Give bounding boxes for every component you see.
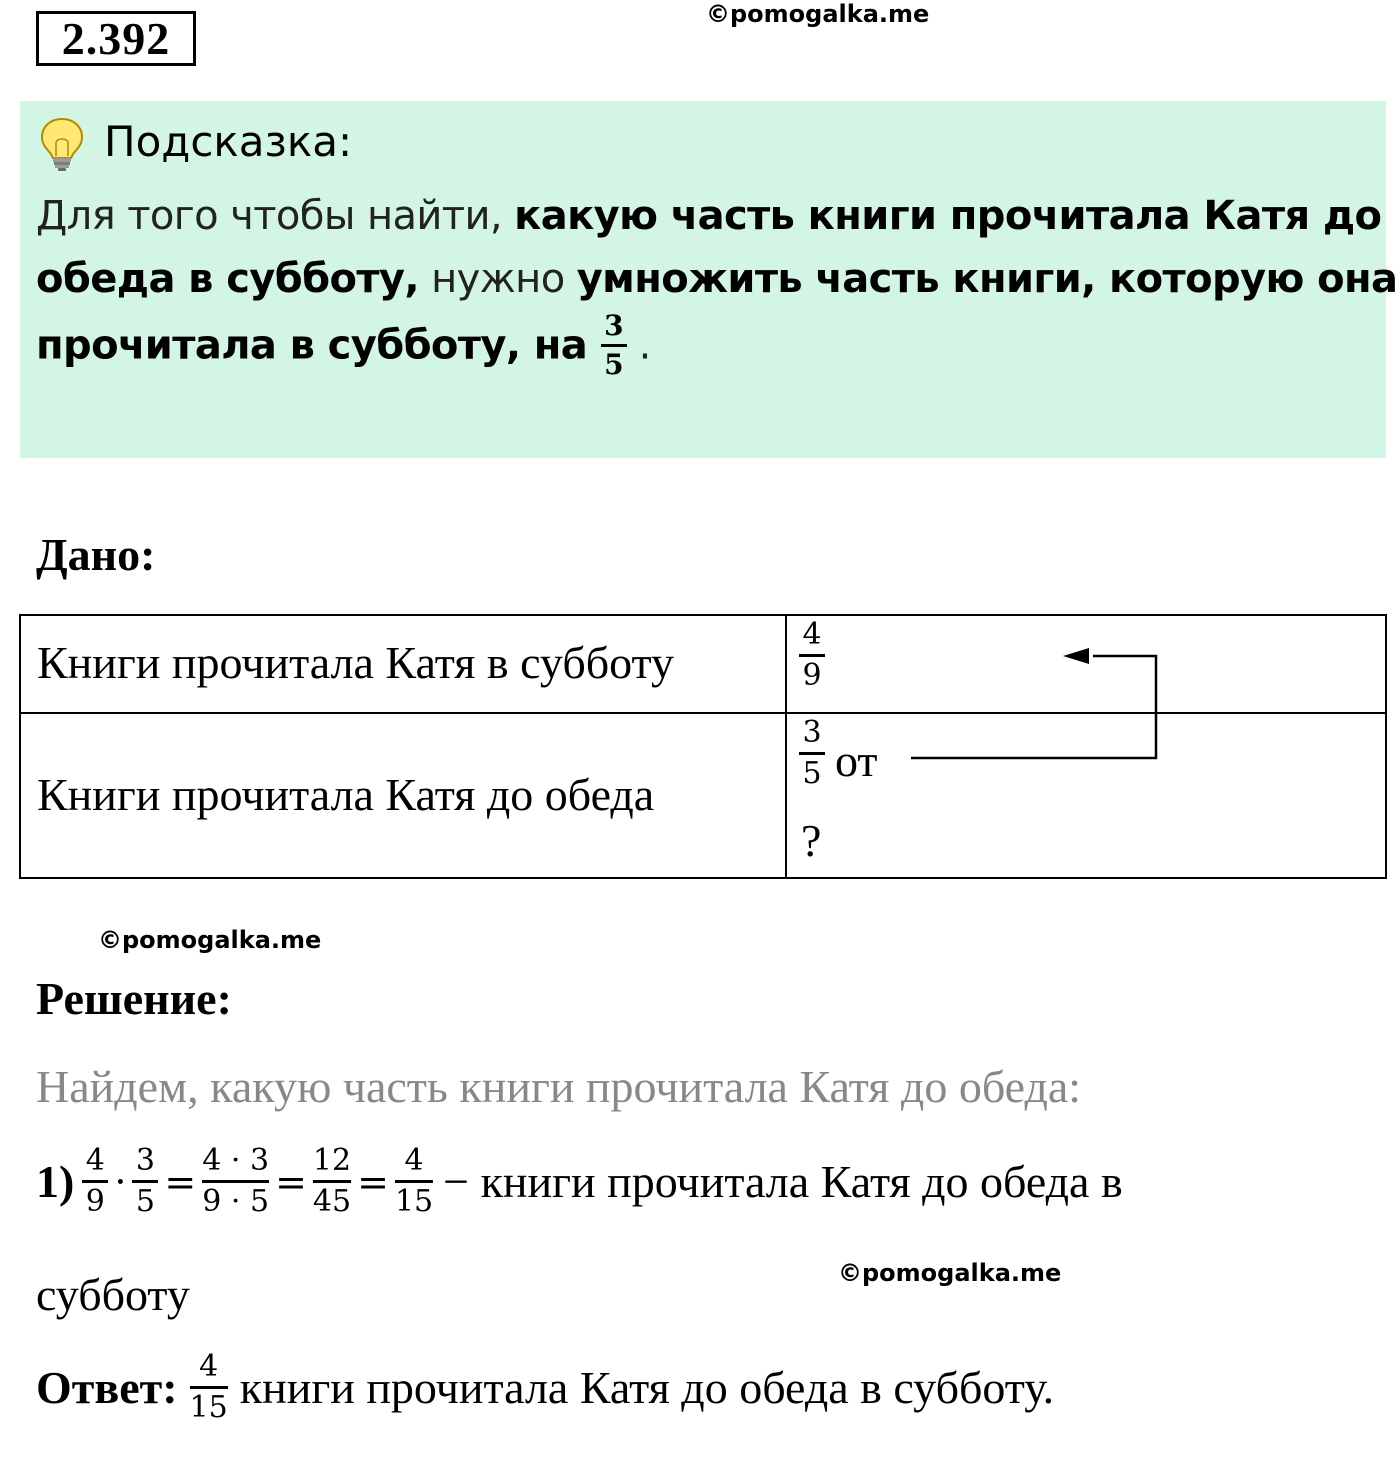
step-number: 1) [36, 1156, 75, 1207]
hint-line-1 [36, 188, 1381, 244]
given-table [19, 614, 1387, 879]
fraction-numerator: 4 [404, 1143, 424, 1178]
fraction-denominator: 45 [312, 1184, 352, 1219]
step-fraction [132, 1143, 158, 1219]
answer-line [36, 1349, 1055, 1448]
step-fraction [82, 1143, 108, 1219]
given-fraction [799, 617, 825, 693]
fraction-denominator: 15 [189, 1390, 228, 1425]
hint-text: . [626, 322, 651, 369]
table-row-label: Книги прочитала Катя в субботу [37, 637, 675, 688]
equals-sign: = [275, 1159, 307, 1204]
hint-text: Для того чтобы найти, [36, 193, 515, 239]
fraction-denominator: 5 [802, 756, 822, 791]
hint-text: нужно [418, 256, 577, 302]
fraction-numerator: 4 · 3 [202, 1143, 270, 1178]
fraction-denominator: 5 [604, 348, 623, 381]
step-text-continued: субботу [36, 1269, 190, 1320]
given-heading: Дано: [36, 529, 156, 580]
solution-step-1 [36, 1143, 1123, 1242]
fraction-numerator: 3 [802, 715, 822, 750]
table-row-label: Книги прочитала Катя до обеда [37, 769, 655, 820]
watermark: ©pomogalka.me [98, 926, 322, 954]
hint-title [38, 112, 352, 172]
fraction-numerator: 3 [604, 309, 623, 342]
fraction-denominator: 15 [394, 1184, 434, 1219]
task-number: 2.392 [36, 11, 196, 66]
answer-label: Ответ: [36, 1362, 178, 1413]
fraction-numerator: 4 [85, 1143, 105, 1178]
given-suffix: от [835, 735, 878, 786]
hint-title-text: Подсказка: [104, 117, 353, 166]
hint-text-bold: умножить часть книги, которую она [576, 256, 1398, 302]
multiply-sign: · [114, 1159, 127, 1204]
fraction-bar [190, 1386, 228, 1389]
equals-sign: = [357, 1159, 389, 1204]
fraction-bar [82, 1180, 108, 1183]
hint-text-bold: обеда в субботу, [36, 256, 419, 302]
fraction-bar [601, 344, 627, 347]
fraction-numerator: 12 [312, 1143, 352, 1178]
hint-line-2 [36, 251, 1397, 307]
step-fraction [394, 1143, 434, 1219]
fraction-numerator: 3 [135, 1143, 155, 1178]
fraction-bar [202, 1180, 269, 1183]
fraction-bar [799, 654, 825, 657]
relation-arrow [881, 636, 1201, 766]
fraction-bar [132, 1180, 158, 1183]
step-text: − книги прочитала Катя до обеда в [443, 1156, 1123, 1207]
equals-sign: = [164, 1159, 197, 1204]
step-fraction [202, 1143, 270, 1219]
answer-fraction [189, 1349, 228, 1425]
fraction-denominator: 9 [85, 1184, 105, 1219]
answer-text: книги прочитала Катя до обеда в субботу. [239, 1362, 1055, 1413]
fraction-denominator: 9 · 5 [202, 1184, 270, 1219]
hint-text-bold: прочитала в субботу, на [36, 322, 601, 369]
watermark: ©pomogalka.me [706, 0, 930, 28]
fraction-denominator: 9 [802, 658, 822, 693]
fraction-bar [313, 1180, 351, 1183]
hint-line-3 [36, 309, 651, 402]
given-fraction [799, 715, 825, 791]
hint-text-bold: какую часть книги прочитала Катя до [514, 193, 1382, 239]
step-fraction [312, 1143, 352, 1219]
fraction-bar [395, 1180, 433, 1183]
given-question: ? [801, 815, 822, 866]
fraction-numerator: 4 [802, 617, 822, 652]
fraction-numerator: 4 [199, 1349, 219, 1384]
fraction-denominator: 5 [135, 1184, 155, 1219]
solution-heading: Решение: [36, 973, 232, 1024]
watermark: ©pomogalka.me [838, 1259, 1062, 1287]
hint-fraction [601, 309, 627, 381]
table-divider [785, 616, 787, 877]
fraction-bar [799, 752, 825, 755]
solution-intro: Найдем, какую часть книги прочитала Катя до обеда: [36, 1061, 1082, 1112]
